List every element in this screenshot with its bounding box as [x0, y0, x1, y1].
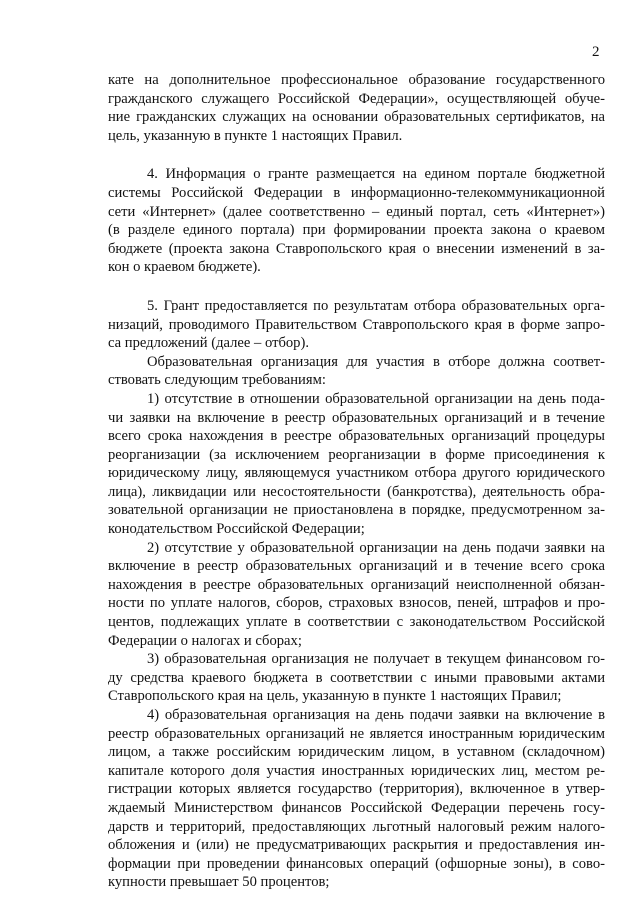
text-line: низаций, проводимого Правительством Ставропольского края в форме запро-	[108, 316, 605, 333]
text-line: кате на дополнительное профессиональное образование государственного	[108, 72, 605, 88]
text-line: зовательной организации не приостановлена в порядке, предусмотренном за-	[108, 502, 605, 519]
text-line: 4. Информация о гранте размещается на едином портале бюджетной	[147, 166, 605, 183]
text-line: включение в реестр образовательных организаций и в течение всего срока	[108, 558, 605, 575]
text-line: системы Российской Федерации в информационно-телекоммуникационной	[108, 184, 605, 201]
text-line: конодательством Российской Федерации;	[108, 521, 365, 538]
paragraph-item-4	[108, 165, 605, 277]
paragraph-requirement-1	[108, 390, 605, 539]
text-line: 2) отсутствие у образовательной организации на день подачи заявки на	[147, 539, 605, 556]
text-line: 1) отсутствие в отношении образовательной организации на день пода-	[147, 390, 605, 407]
text-line: сети «Интернет» (далее соответственно – единый портал, сеть «Интернет»)	[108, 203, 605, 220]
text-line: обложения и (или) не предусматривающих раскрытия и предоставления ин-	[108, 837, 605, 854]
text-line: гражданского служащего Российской Федерации», осуществляющей обуче-	[108, 90, 605, 107]
text-line: лица), ликвидации или несостоятельности (банкротства), деятельность обра-	[108, 483, 605, 500]
text-line: всего срока нахождения в реестре образовательных организаций процедуры	[108, 428, 605, 445]
text-line: гистрации которых является государство (территория), включенное в утвер-	[108, 781, 605, 798]
text-line: ждаемый Министерством финансов Российской Федерации перечень госу-	[108, 799, 605, 816]
text-line: са предложений (далее – отбор).	[108, 335, 309, 352]
text-line: реестр образовательных организаций не является иностранным юридическим	[108, 725, 605, 742]
page-number: 2	[592, 44, 600, 60]
text-line: юридическому лицу, являющемуся участником отбора другого юридического	[108, 465, 605, 482]
text-line: Ставропольского края на цель, указанную в пункте 1 настоящих Правил;	[108, 688, 562, 705]
text-line: ности по уплате налогов, сборов, страховых взносов, пеней, штрафов и про-	[108, 595, 605, 612]
paragraph-requirement-2	[108, 539, 605, 651]
text-line: 5. Грант предоставляется по результатам отбора образовательных орга-	[147, 297, 605, 314]
text-line: 4) образовательная организация на день подачи заявки на включение в	[147, 707, 605, 723]
paragraph-item-5	[108, 297, 605, 353]
text-line: (в разделе единого портала) при формировании проекта закона о краевом	[108, 222, 605, 239]
text-line: лицом, а также российским юридическим лицом, в уставном (складочном)	[108, 744, 605, 761]
text-line: дарств и территорий, предоставляющих льготный налоговый режим налого-	[108, 818, 605, 835]
text-line: купности превышает 50 процентов;	[108, 874, 330, 891]
text-line: ствовать следующим требованиям:	[108, 372, 326, 389]
text-line: кон о краевом бюджете).	[108, 259, 261, 276]
text-line: 3) образовательная организация не получает в текущем финансовом го-	[147, 651, 605, 668]
document-body	[108, 71, 605, 892]
text-line: нахождения в реестре образовательных организаций неисполненной обязан-	[108, 576, 605, 593]
paragraph-requirements-intro	[108, 353, 605, 390]
text-line: Образовательная организация для участия в отборе должна соответ-	[147, 353, 605, 370]
text-line: чи заявки на включение в реестр образовательных организаций и в течение	[108, 409, 605, 426]
text-line: ние гражданских служащих на основании образовательных сертификатов, на	[108, 109, 605, 126]
paragraph-requirement-4	[108, 706, 605, 892]
text-line: реорганизации (за исключением реорганизации в форме присоединения к	[108, 446, 605, 463]
text-line: цель, указанную в пункте 1 настоящих Правил.	[108, 127, 403, 144]
paragraph-requirement-3	[108, 650, 605, 706]
text-line: центов, подлежащих уплате в соответствии с законодательством Российской	[108, 614, 605, 631]
text-line: ду средства краевого бюджета в соответствии с иными правовыми актами	[108, 669, 605, 686]
text-line: Федерации о налогах и сборах;	[108, 632, 302, 649]
text-line: бюджете (проекта закона Ставропольского края о внесении изменений в за-	[108, 240, 605, 257]
text-line: капитале которого доля участия иностранных юридических лиц, местом ре-	[108, 762, 605, 779]
text-line: формации при проведении финансовых операций (офшорные зоны), в сово-	[108, 855, 605, 872]
paragraph-continuation	[108, 71, 605, 145]
